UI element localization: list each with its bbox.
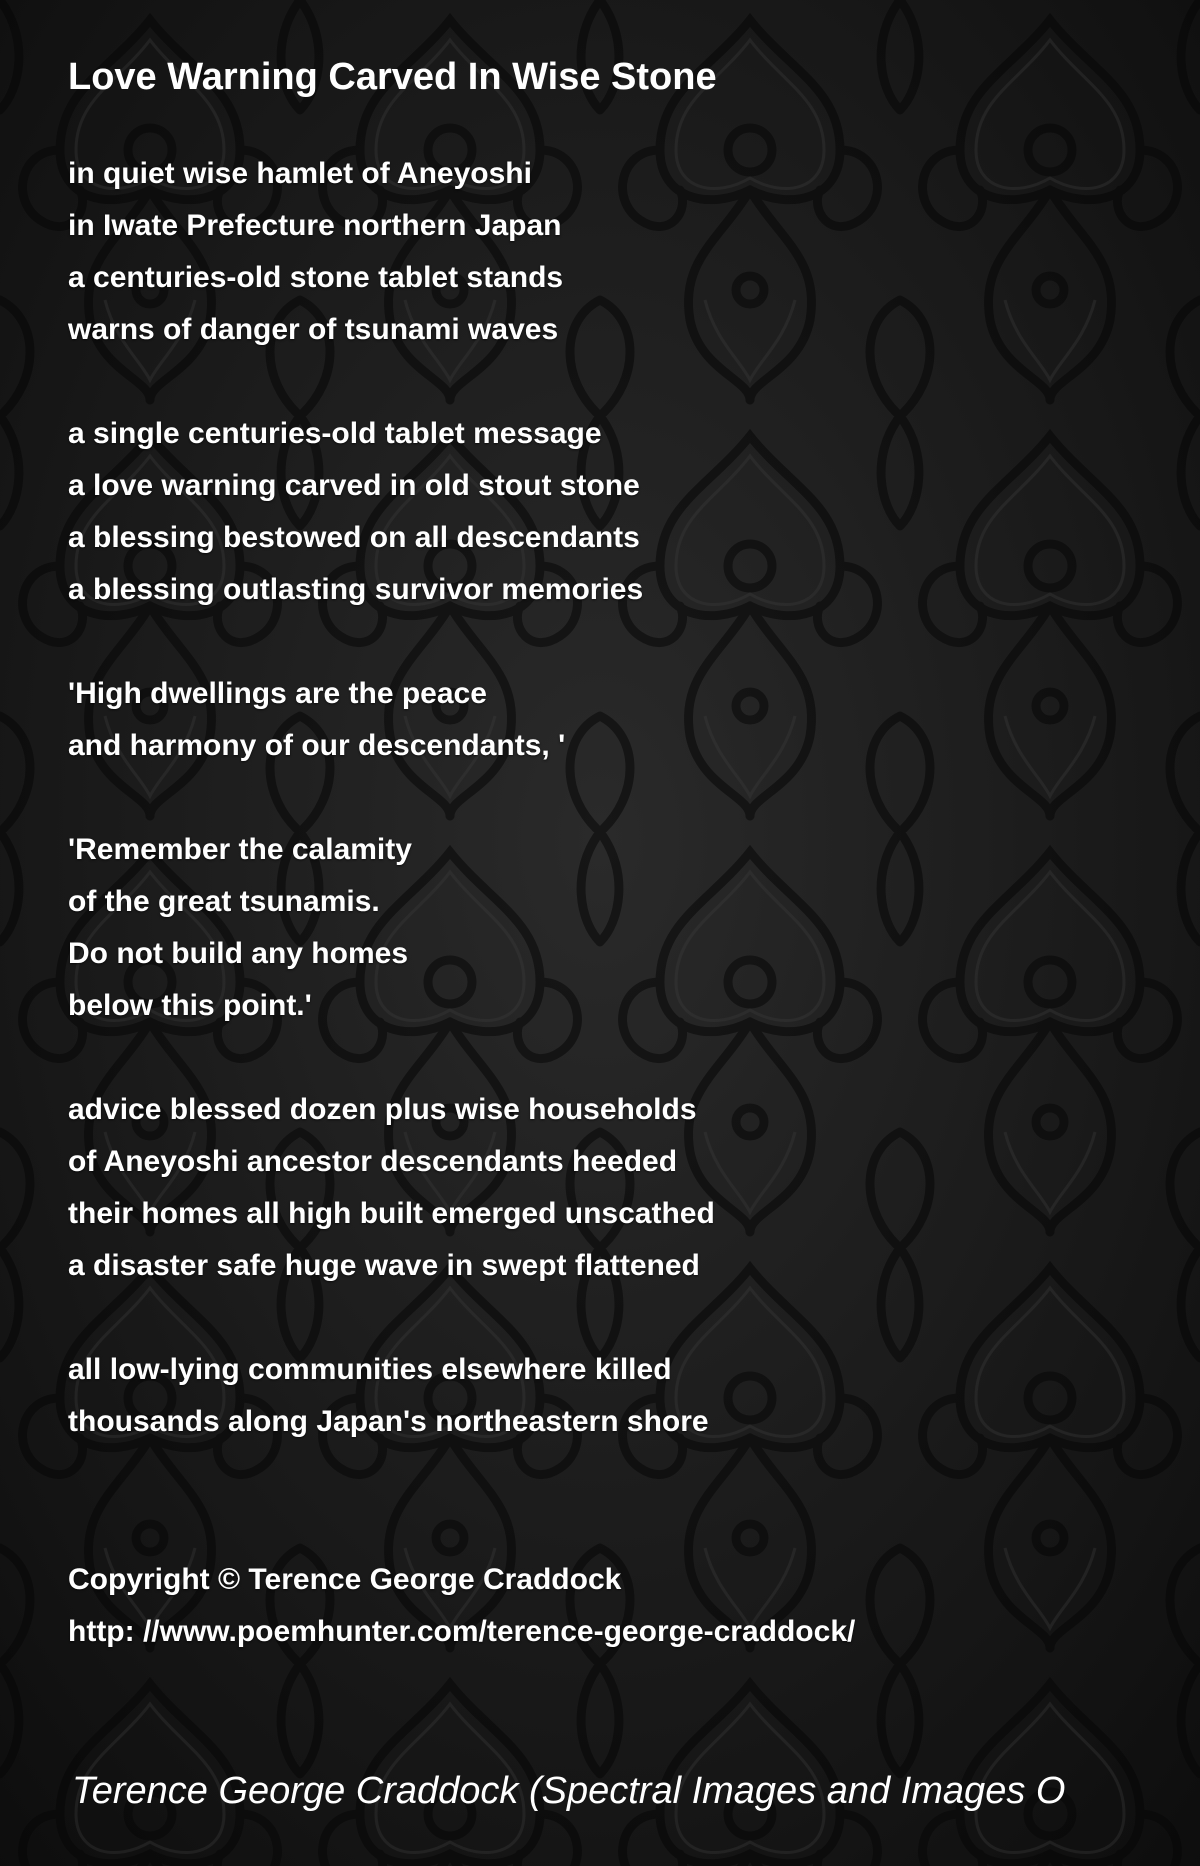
- copyright-block: [68, 1554, 855, 1658]
- poem-line: of the great tsunamis.: [68, 885, 380, 918]
- poem-line: a centuries-old stone tablet stands: [68, 261, 564, 294]
- poem-line: thousands along Japan's northeastern shore: [68, 1405, 709, 1438]
- stanza-3: [68, 668, 1168, 772]
- poem-line: 'Remember the calamity: [68, 833, 412, 866]
- poem-line: in Iwate Prefecture northern Japan: [68, 209, 562, 242]
- poem-title: Love Warning Carved In Wise Stone: [68, 56, 717, 98]
- poem-line: Do not build any homes: [68, 937, 409, 970]
- stanza-5: [68, 1084, 1168, 1292]
- poem-line: of Aneyoshi ancestor descendants heeded: [68, 1145, 678, 1178]
- poem-line: below this point.': [68, 989, 312, 1022]
- copyright-notice: Copyright © Terence George Craddock: [68, 1563, 622, 1596]
- stanza-2: [68, 408, 1168, 616]
- poem-line: in quiet wise hamlet of Aneyoshi: [68, 157, 532, 190]
- poem-body: [68, 148, 1168, 1500]
- poem-line: a blessing outlasting survivor memories: [68, 573, 644, 606]
- poem-line: a blessing bestowed on all descendants: [68, 521, 640, 554]
- author-signature: Terence George Craddock (Spectral Images and Images O: [72, 1770, 1066, 1812]
- poem-line: advice blessed dozen plus wise households: [68, 1093, 697, 1126]
- poem-line: all low-lying communities elsewhere killed: [68, 1353, 672, 1386]
- poem-line: a disaster safe huge wave in swept flattened: [68, 1249, 700, 1282]
- poem-line: and harmony of our descendants, ': [68, 729, 566, 762]
- author-url: http: //www.poemhunter.com/terence-george-craddock/: [68, 1615, 856, 1648]
- poem-line: their homes all high built emerged unscathed: [68, 1197, 715, 1230]
- poem-line: 'High dwellings are the peace: [68, 677, 487, 710]
- poem-line: warns of danger of tsunami waves: [68, 313, 559, 346]
- stanza-6: [68, 1344, 1168, 1448]
- poem-line: a single centuries-old tablet message: [68, 417, 602, 450]
- stanza-1: [68, 148, 1168, 356]
- stanza-4: [68, 824, 1168, 1032]
- poem-line: a love warning carved in old stout stone: [68, 469, 640, 502]
